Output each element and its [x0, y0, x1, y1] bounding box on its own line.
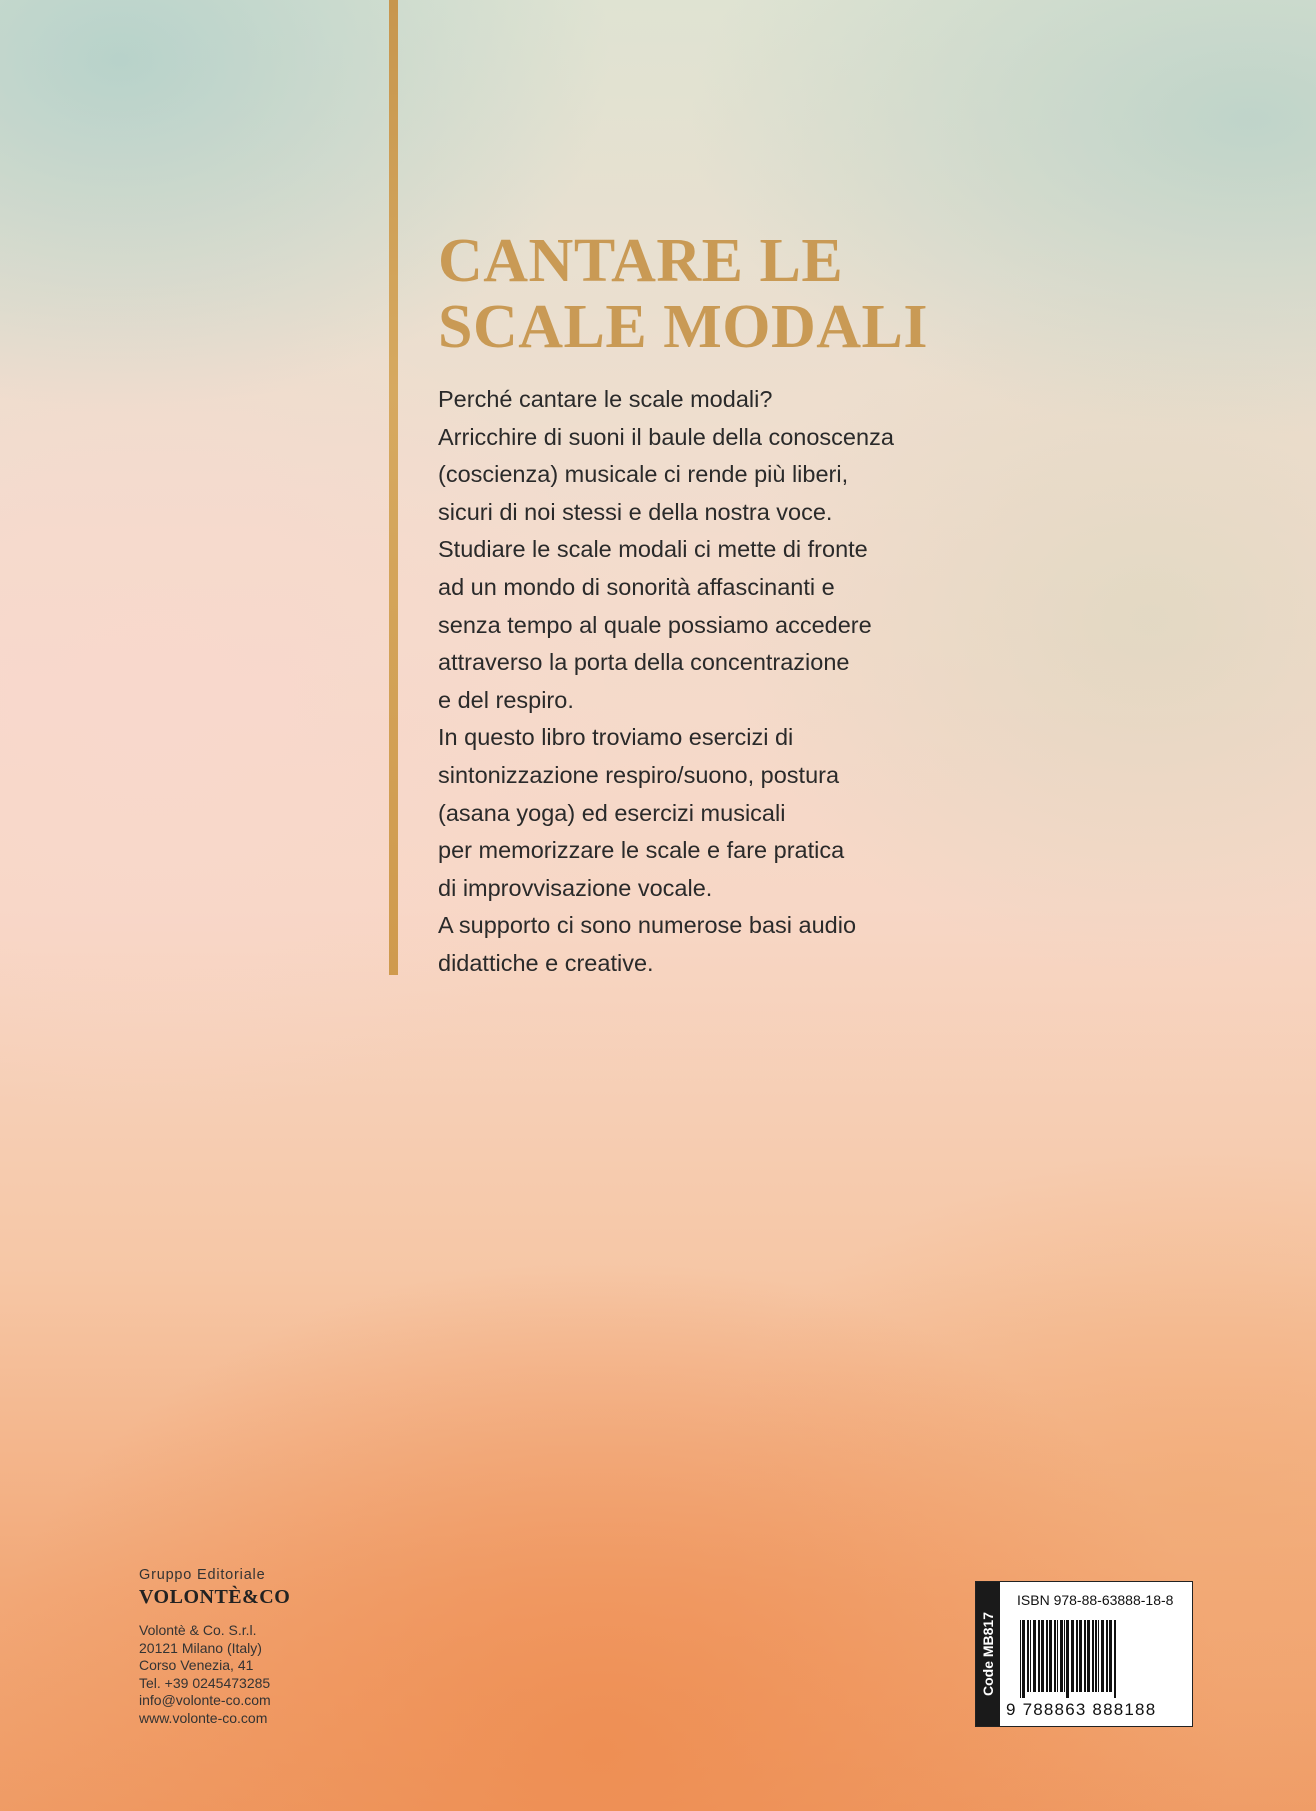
description-line: e del respiro.	[438, 686, 574, 713]
description-line: per memorizzare le scale e fare pratica	[438, 837, 845, 864]
publisher-website: www.volonte-co.com	[139, 1709, 268, 1726]
publisher-logo: VOLONTÈ&CO	[139, 1586, 291, 1608]
gold-accent-bar	[389, 0, 398, 975]
publisher-city: 20121 Milano (Italy)	[139, 1639, 262, 1656]
title-line-1: CANTARE LE	[438, 227, 844, 295]
barcode-digits: 9 788863 888188	[1006, 1700, 1157, 1719]
description-line: (asana yoga) ed esercizi musicali	[438, 799, 786, 826]
publisher-email: info@volonte-co.com	[139, 1692, 271, 1708]
book-description	[438, 381, 998, 983]
description-line: di improvvisazione vocale.	[438, 874, 713, 901]
product-code-strip	[976, 1582, 1000, 1726]
publisher-phone: Tel. +39 0245473285	[139, 1674, 271, 1691]
publisher-street: Corso Venezia, 41	[139, 1657, 254, 1673]
isbn-label: ISBN 978-88-63888-18-8	[1017, 1592, 1174, 1608]
book-title	[438, 228, 928, 360]
description-line: A supporto ci sono numerose basi audio	[438, 912, 857, 939]
barcode-box	[975, 1581, 1193, 1727]
description-line: Perché cantare le scale modali?	[438, 386, 773, 412]
product-code: Code MB817	[980, 1611, 996, 1697]
publisher-group-label: Gruppo Editoriale	[139, 1567, 266, 1583]
description-line: attraverso la porta della concentrazione	[438, 649, 850, 676]
barcode-icon	[1020, 1620, 1184, 1698]
publisher-company: Volontè & Co. S.r.l.	[139, 1622, 257, 1638]
description-line: didattiche e creative.	[438, 949, 654, 976]
description-line: senza tempo al quale possiamo accedere	[438, 611, 872, 638]
title-line-2: SCALE MODALI	[438, 293, 929, 361]
publisher-address	[139, 1622, 290, 1727]
description-line: sintonizzazione respiro/suono, postura	[438, 761, 840, 788]
description-line: ad un mondo di sonorità affascinanti e	[438, 573, 835, 600]
description-line: sicuri di noi stessi e della nostra voce.	[438, 498, 833, 525]
description-line: In questo libro troviamo esercizi di	[438, 724, 794, 751]
description-line: Studiare le scale modali ci mette di fronte	[438, 536, 868, 563]
description-line: (coscienza) musicale ci rende più liberi,	[438, 461, 849, 488]
description-line: Arricchire di suoni il baule della conoscenza	[438, 423, 894, 450]
publisher-block	[139, 1566, 290, 1727]
